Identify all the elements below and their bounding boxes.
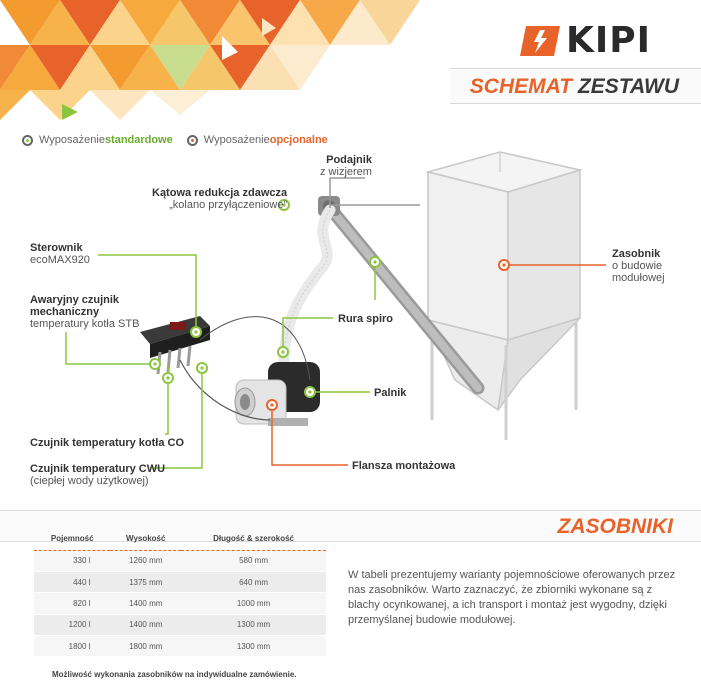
table-row bbox=[34, 571, 326, 592]
label-czujnik-co bbox=[30, 437, 184, 449]
legend-optional-word: opcjonalne bbox=[269, 134, 328, 146]
label-sterownik-title: Sterownik bbox=[30, 242, 83, 254]
table-cell: 330 l bbox=[34, 550, 110, 571]
label-sterownik-sub: ecoMAX920 bbox=[30, 254, 90, 266]
table-row bbox=[34, 593, 326, 614]
label-flansza bbox=[352, 460, 455, 472]
label-awaryjny-title2: mechaniczny bbox=[30, 306, 100, 318]
table-row bbox=[34, 614, 326, 635]
label-zasobnik bbox=[612, 248, 665, 284]
label-katowa-title: Kątowa redukcja zdawcza bbox=[152, 187, 288, 199]
table-cell: 1400 mm bbox=[110, 593, 181, 614]
table-row bbox=[34, 550, 326, 571]
legend-standard-prefix: Wyposażenie bbox=[39, 134, 105, 146]
page-title-orange: SCHEMAT bbox=[469, 75, 573, 98]
table-header-cell: Pojemność bbox=[34, 528, 110, 550]
label-rura-title: Rura spiro bbox=[338, 313, 394, 325]
label-awaryjny bbox=[30, 294, 139, 330]
label-zasobnik-sub2: modułowej bbox=[612, 272, 665, 284]
label-zasobnik-title: Zasobnik bbox=[612, 248, 661, 260]
label-palnik-title: Palnik bbox=[374, 387, 407, 399]
hopper-drawing bbox=[428, 152, 580, 440]
table-cell: 580 mm bbox=[181, 550, 326, 571]
table-cell: 1000 mm bbox=[181, 593, 326, 614]
table-cell: 1200 l bbox=[34, 614, 110, 635]
table-cell: 1800 mm bbox=[110, 636, 181, 657]
table-cell: 1375 mm bbox=[110, 571, 181, 592]
logo-text: KIPI bbox=[566, 20, 652, 61]
table-cell: 1260 mm bbox=[110, 550, 181, 571]
table-header-cell: Długość & szerokość bbox=[181, 528, 326, 550]
label-sterownik bbox=[30, 242, 90, 266]
table-header-row bbox=[34, 528, 326, 550]
label-rura bbox=[338, 313, 393, 325]
table-cell: 820 l bbox=[34, 593, 110, 614]
table-cell: 1300 mm bbox=[181, 614, 326, 635]
table-cell: 440 l bbox=[34, 571, 110, 592]
page-title-dark: ZESTAWU bbox=[577, 75, 679, 98]
legend-optional-prefix: Wyposażenie bbox=[203, 134, 270, 146]
label-podajnik-sub: z wizjerem bbox=[320, 166, 372, 178]
table-cell: 640 mm bbox=[181, 571, 326, 592]
label-podajnik-title: Podajnik bbox=[326, 154, 372, 166]
zasobniki-table bbox=[34, 528, 326, 657]
label-awaryjny-sub: temperatury kotła STB bbox=[30, 318, 140, 330]
spiro-pipe-drawing bbox=[284, 210, 330, 360]
table-header-cell: Wysokość bbox=[110, 528, 181, 550]
label-czujnik-cwu-title: Czujnik temperatury CWU bbox=[30, 463, 166, 475]
label-awaryjny-title1: Awaryjny czujnik bbox=[30, 294, 120, 306]
label-podajnik bbox=[320, 154, 372, 178]
label-katowa bbox=[152, 187, 287, 211]
label-katowa-sub: „kolano przyłączeniowe” bbox=[169, 199, 288, 211]
table-cell: 1800 l bbox=[34, 636, 110, 657]
table-cell: 1300 mm bbox=[181, 636, 326, 657]
label-czujnik-co-title: Czujnik temperatury kotła CO bbox=[30, 437, 185, 449]
zasobniki-title: ZASOBNIKI bbox=[557, 515, 673, 538]
table-row bbox=[34, 636, 326, 657]
label-zasobnik-sub1: o budowie bbox=[612, 260, 663, 272]
label-czujnik-cwu-sub: (ciepłej wody użytkowej) bbox=[30, 475, 149, 487]
legend-standard-word: standardowe bbox=[104, 134, 173, 146]
label-flansza-title: Flansza montażowa bbox=[352, 460, 456, 472]
description-text: W tabeli prezentujemy warianty pojemnościowe oferowanych przez nas zasobników. Warto zaznaczyć, że zbiorniki wykonane są z blachy ocynkowanej, a ich transport i montaż jest wygodny, dzięki przemyślanej budowie modułowej. bbox=[348, 569, 676, 626]
label-czujnik-cwu bbox=[30, 463, 165, 487]
label-palnik bbox=[374, 387, 406, 399]
individual-order-note: Możliwość wykonania zasobników na indywidualne zamówienie. bbox=[52, 670, 297, 679]
table-cell: 1400 mm bbox=[110, 614, 181, 635]
